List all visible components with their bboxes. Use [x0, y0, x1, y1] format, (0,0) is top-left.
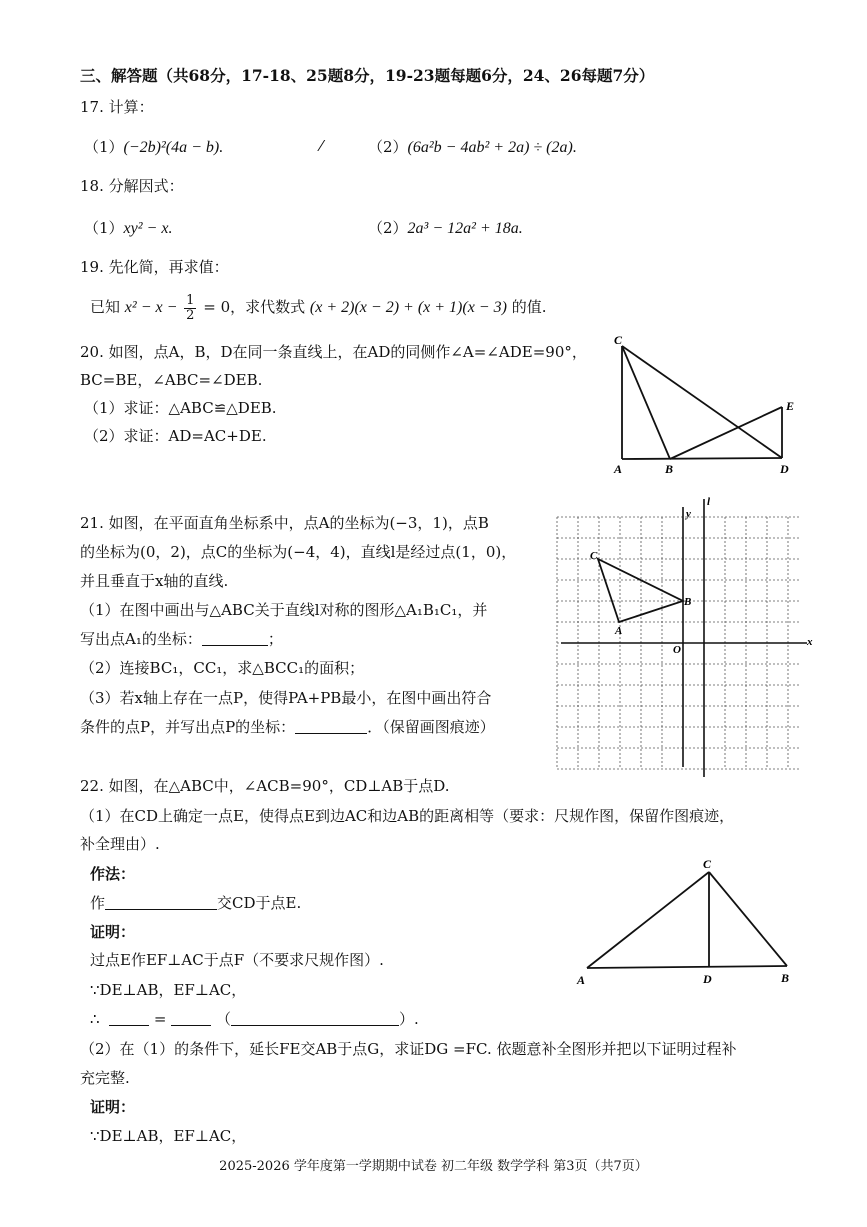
q19-given: [90, 290, 546, 324]
q19-frac-den: 2: [186, 307, 195, 323]
q20-part2: （2）求证：AD=AC+DE.: [84, 427, 267, 445]
q18-part1: [84, 218, 172, 239]
q22-method: [90, 893, 301, 913]
q17-part2: [368, 137, 577, 158]
q21-answer-p-blank[interactable]: [295, 719, 367, 734]
q20-label-d: D: [780, 462, 789, 476]
q19-given-a: 已知: [90, 298, 121, 316]
q20-part1: （1）求证：△ABC≌△DEB.: [84, 399, 277, 417]
q22-label-c: C: [703, 857, 712, 871]
q21-part1b: [80, 629, 283, 649]
q21-label-y: y: [686, 508, 691, 520]
section-title: 三、解答题（共68分，17-18、25题8分，19-23题每题6分，24、26每题7分）: [80, 66, 655, 85]
q18-part1-expr: xy² − x.: [123, 220, 173, 237]
q19-frac-num: 1: [186, 292, 195, 308]
q22-seg-cb: [709, 872, 787, 966]
q21-label-a: A: [615, 625, 623, 637]
q18-part2-expr: 2a³ − 12a² + 18a.: [407, 220, 523, 237]
q20-line1: 20. 如图，点A，B，D在同一条直线上，在AD的同侧作∠A=∠ADE=90°，: [80, 343, 587, 361]
q19-given-expr: x² − x −: [124, 299, 178, 316]
page-footer: 2025-2026 学年度第一学期期中试卷 初二年级 数学学科 第3页（共7页）: [219, 1159, 648, 1174]
q22-proof3b: =: [153, 1010, 167, 1028]
q20-seg-be: [670, 407, 782, 459]
q21-label-x: x: [807, 636, 813, 648]
q18-part2-label: （2）: [368, 219, 408, 237]
q21-answer-a1-blank[interactable]: [202, 631, 268, 646]
q22-method-b: 交CD于点E.: [217, 894, 302, 912]
q22-line1: 22. 如图，在△ABC中，∠ACB=90°，CD⊥AB于点D.: [80, 777, 450, 795]
q22-label-a: A: [577, 973, 586, 987]
stray-mark: ⁄: [320, 137, 323, 155]
q20-label-b: B: [665, 462, 674, 476]
q22-part1b: 补全理由）.: [80, 835, 160, 853]
q21-part3a: （3）若x轴上存在一点P，使得PA+PB最小，在图中画出符合: [80, 689, 492, 707]
q21-part2: （2）连接BC₁，CC₁，求△BCC₁的面积；: [80, 659, 365, 677]
q22-proof-blank2[interactable]: [171, 1011, 211, 1026]
q19-given-b: = 0，求代数式: [203, 298, 306, 316]
q22-proof-title2: 证明：: [90, 1098, 136, 1116]
q22-proof-title: 证明：: [90, 923, 136, 941]
q21-figure: [555, 495, 820, 780]
q18-part1-label: （1）: [84, 219, 124, 237]
q22-part1a: （1）在CD上确定一点E，使得点E到边AC和边AB的距离相等（要求：尺规作图，保留作图痕迹，: [80, 807, 735, 825]
q17-part2-label: （2）: [368, 138, 408, 156]
q18-title: 18. 分解因式：: [80, 177, 184, 195]
q21-label-c: C: [590, 550, 598, 562]
q22-method-title: 作法：: [90, 865, 136, 883]
q22-proof3a: ∴: [90, 1010, 100, 1028]
q20-seg-ad: [622, 458, 782, 459]
q21-part3b-end: ．（保留画图痕迹）: [367, 718, 495, 736]
q20-label-e: E: [786, 399, 795, 413]
q22-proof2: ∵DE⊥AB，EF⊥AC，: [90, 981, 247, 999]
q21-label-o: O: [673, 644, 681, 656]
q22-proof3d: ）.: [399, 1010, 419, 1028]
q22-proof1: 过点E作EF⊥AC于点F（不要求尺规作图）.: [90, 951, 384, 969]
q17-part1-label: （1）: [84, 138, 124, 156]
q21-line3: 并且垂直于x轴的直线.: [80, 572, 229, 590]
q17-part2-expr: (6a²b − 4ab² + 2a) ÷ (2a).: [407, 139, 577, 156]
q18-part2: [368, 218, 523, 239]
q22-method-blank[interactable]: [105, 895, 217, 910]
q21-label-l: l: [707, 496, 711, 508]
q21-line1: 21. 如图，在平面直角坐标系中，点A的坐标为(−3，1)，点B: [80, 514, 489, 532]
q19-title: 19. 先化简，再求值：: [80, 258, 229, 276]
q19-fraction: [184, 294, 196, 323]
q21-part1a: （1）在图中画出与△ABC关于直线l对称的图形△A₁B₁C₁，并: [80, 601, 488, 619]
q22-proof3: [90, 1009, 419, 1029]
q22-proof-blank3[interactable]: [231, 1011, 399, 1026]
q17-part1-expr: (−2b)²(4a − b).: [123, 139, 224, 156]
q17-title: 17. 计算：: [80, 98, 154, 116]
q19-given-c: 的值.: [511, 298, 547, 316]
q19-target-expr: (x + 2)(x − 2) + (x + 1)(x − 3): [309, 299, 507, 316]
q21-line2: 的坐标为(0，2)，点C的坐标为(−4，4)，直线l是经过点(1，0)，: [80, 543, 517, 561]
q20-label-c: C: [614, 333, 623, 347]
q21-part1b-end: ；: [267, 630, 283, 648]
q17-part1: [84, 137, 223, 158]
q20-label-a: A: [614, 462, 623, 476]
q22-proof4: ∵DE⊥AB，EF⊥AC，: [90, 1127, 247, 1145]
q20-figure: [600, 330, 810, 480]
q22-part2a: （2）在（1）的条件下，延长FE交AB于点G，求证DG =FC. 依题意补全图形并把以下证明过程补: [80, 1040, 737, 1058]
q22-part2b: 充完整.: [80, 1069, 130, 1087]
q22-proof-blank1[interactable]: [109, 1011, 149, 1026]
q22-method-a: 作: [90, 894, 106, 912]
q22-seg-ab: [587, 966, 787, 968]
q21-part3b-text: 条件的点P，并写出点P的坐标：: [80, 718, 296, 736]
q21-part1b-text: 写出点A₁的坐标：: [80, 630, 202, 648]
q22-label-b: B: [781, 971, 790, 985]
q21-label-b: B: [684, 596, 692, 608]
q22-label-d: D: [703, 972, 712, 986]
q22-figure: [575, 852, 800, 992]
q22-proof3c: （: [216, 1010, 232, 1028]
q22-seg-ac: [587, 872, 709, 968]
q21-triangle-abc: [598, 559, 683, 622]
q20-line2: BC=BE，∠ABC=∠DEB.: [80, 371, 263, 389]
q21-part3b: [80, 717, 495, 737]
